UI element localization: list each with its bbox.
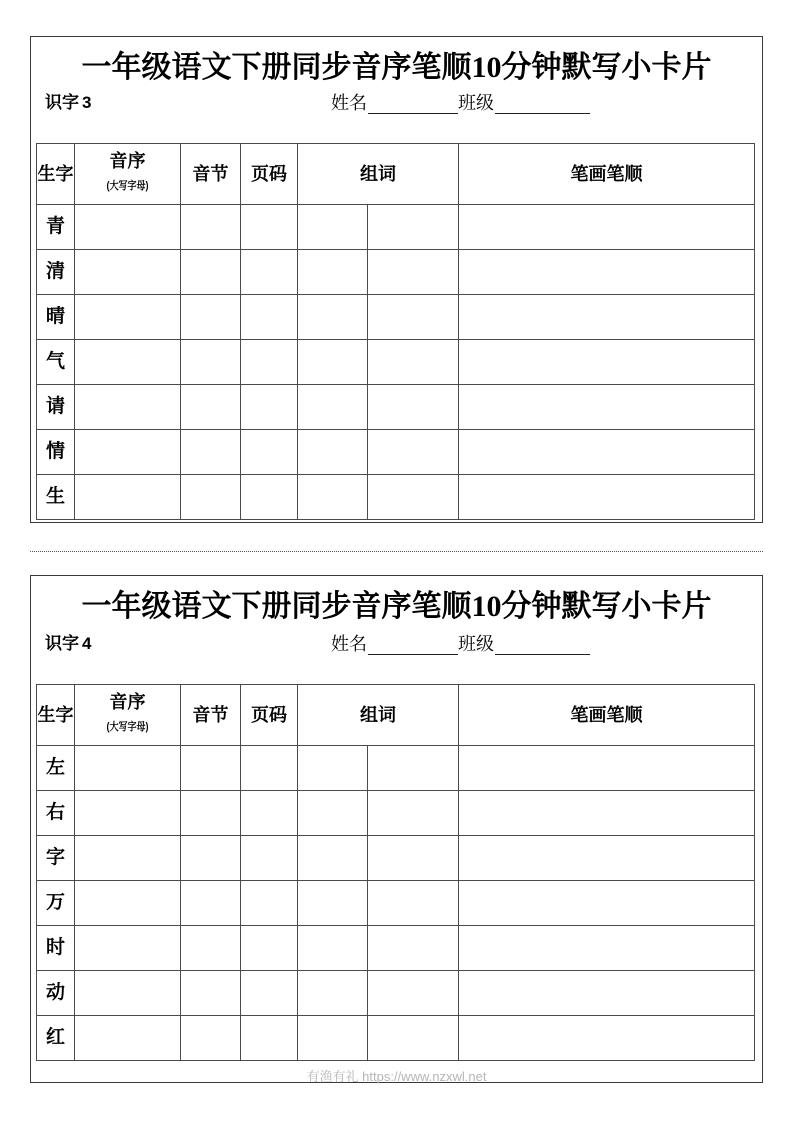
cell-initial[interactable]	[75, 475, 181, 520]
cell-page-number[interactable]	[241, 475, 298, 520]
cell-word-a[interactable]	[298, 295, 368, 340]
cell-initial[interactable]	[75, 836, 181, 881]
cell-word-a[interactable]	[298, 881, 368, 926]
class-label: 班级	[458, 93, 494, 113]
table-row	[37, 385, 755, 430]
cell-strokes[interactable]	[459, 836, 755, 881]
worksheet-card-1	[30, 36, 763, 523]
worksheet-table-1	[36, 143, 755, 520]
worksheet-table-2	[36, 684, 755, 1061]
cell-word-b[interactable]	[368, 340, 459, 385]
name-class-field-1	[331, 90, 590, 116]
cell-syllable[interactable]	[181, 926, 241, 971]
cell-word-b[interactable]	[368, 475, 459, 520]
cell-syllable[interactable]	[181, 340, 241, 385]
header-initial-sub: (大写字母)	[106, 179, 149, 192]
lesson-label-text: 识字	[45, 93, 79, 112]
row-character: 右	[37, 791, 75, 836]
cell-syllable[interactable]	[181, 385, 241, 430]
page-title: 一年级语文下册同步音序笔顺10分钟默写小卡片	[81, 51, 712, 84]
watermark-text: 有渔有礼 https://www.nzxwl.net	[306, 1069, 487, 1084]
cell-strokes[interactable]	[459, 250, 755, 295]
cell-word-b[interactable]	[368, 746, 459, 791]
table-row	[37, 746, 755, 791]
cell-word-b[interactable]	[368, 295, 459, 340]
row-character: 清	[37, 250, 75, 295]
cell-word-a[interactable]	[298, 340, 368, 385]
table-row	[37, 791, 755, 836]
cell-word-a[interactable]	[298, 836, 368, 881]
table-row	[37, 205, 755, 250]
cell-page-number[interactable]	[241, 295, 298, 340]
cell-page-number[interactable]	[241, 926, 298, 971]
cell-syllable[interactable]	[181, 791, 241, 836]
cell-strokes[interactable]	[459, 385, 755, 430]
cell-initial[interactable]	[75, 791, 181, 836]
table-row	[37, 1016, 755, 1061]
header-strokes: 笔画笔顺	[459, 685, 755, 746]
cell-initial[interactable]	[75, 926, 181, 971]
cell-strokes[interactable]	[459, 746, 755, 791]
cell-syllable[interactable]	[181, 881, 241, 926]
worksheet-card-2	[30, 575, 763, 1083]
cell-word-b[interactable]	[368, 881, 459, 926]
meta-row-1	[31, 90, 762, 120]
cell-strokes[interactable]	[459, 295, 755, 340]
cell-page-number[interactable]	[241, 250, 298, 295]
header-words: 组词	[298, 144, 459, 205]
name-label: 姓名	[331, 634, 367, 654]
table-row	[37, 836, 755, 881]
cell-word-b[interactable]	[368, 791, 459, 836]
cell-page-number[interactable]	[241, 971, 298, 1016]
cell-word-b[interactable]	[368, 836, 459, 881]
cell-syllable[interactable]	[181, 971, 241, 1016]
cell-word-b[interactable]	[368, 971, 459, 1016]
cell-page-number[interactable]	[241, 340, 298, 385]
cell-syllable[interactable]	[181, 205, 241, 250]
cell-word-b[interactable]	[368, 250, 459, 295]
header-character: 生字	[37, 685, 75, 746]
cell-word-a[interactable]	[298, 250, 368, 295]
cell-strokes[interactable]	[459, 926, 755, 971]
cell-strokes[interactable]	[459, 205, 755, 250]
cell-word-a[interactable]	[298, 926, 368, 971]
cell-page-number[interactable]	[241, 791, 298, 836]
row-character: 情	[37, 430, 75, 475]
cell-strokes[interactable]	[459, 475, 755, 520]
cell-page-number[interactable]	[241, 1016, 298, 1061]
cell-word-a[interactable]	[298, 1016, 368, 1061]
cell-initial[interactable]	[75, 430, 181, 475]
cell-strokes[interactable]	[459, 1016, 755, 1061]
cell-strokes[interactable]	[459, 791, 755, 836]
lesson-label-1	[45, 90, 91, 116]
cell-syllable[interactable]	[181, 250, 241, 295]
header-initial-sub: (大写字母)	[106, 720, 149, 733]
cell-word-a[interactable]	[298, 205, 368, 250]
cell-word-a[interactable]	[298, 791, 368, 836]
header-syllable: 音节	[181, 685, 241, 746]
name-class-field-2	[331, 631, 590, 657]
cell-page-number[interactable]	[241, 836, 298, 881]
cell-initial[interactable]	[75, 340, 181, 385]
row-character: 万	[37, 881, 75, 926]
cell-syllable[interactable]	[181, 475, 241, 520]
row-character: 红	[37, 1016, 75, 1061]
row-character: 字	[37, 836, 75, 881]
header-initial-main: 音序	[109, 691, 146, 712]
cell-initial[interactable]	[75, 295, 181, 340]
cell-word-b[interactable]	[368, 926, 459, 971]
header-character: 生字	[37, 144, 75, 205]
table-row	[37, 926, 755, 971]
cell-syllable[interactable]	[181, 295, 241, 340]
cell-strokes[interactable]	[459, 340, 755, 385]
cell-word-a[interactable]	[298, 430, 368, 475]
header-initial	[75, 144, 181, 205]
cell-initial[interactable]	[75, 205, 181, 250]
cut-line-divider	[30, 551, 763, 552]
lesson-number: 4	[82, 634, 92, 653]
header-strokes: 笔画笔顺	[459, 144, 755, 205]
class-blank[interactable]	[495, 637, 590, 655]
cell-initial[interactable]	[75, 1016, 181, 1061]
header-initial-main: 音序	[109, 150, 146, 171]
cell-strokes[interactable]	[459, 971, 755, 1016]
cell-word-b[interactable]	[368, 1016, 459, 1061]
table-row	[37, 430, 755, 475]
lesson-label-text: 识字	[45, 634, 79, 653]
cell-initial[interactable]	[75, 746, 181, 791]
table-row	[37, 295, 755, 340]
table-row	[37, 340, 755, 385]
page-title: 一年级语文下册同步音序笔顺10分钟默写小卡片	[81, 590, 712, 623]
header-page-number: 页码	[241, 144, 298, 205]
table-row	[37, 475, 755, 520]
lesson-label-2	[45, 631, 91, 657]
meta-row-2	[31, 631, 762, 661]
header-page-number: 页码	[241, 685, 298, 746]
lesson-number: 3	[82, 93, 92, 112]
header-words: 组词	[298, 685, 459, 746]
cell-syllable[interactable]	[181, 746, 241, 791]
cell-initial[interactable]	[75, 385, 181, 430]
cell-page-number[interactable]	[241, 385, 298, 430]
name-label: 姓名	[331, 93, 367, 113]
table-row	[37, 250, 755, 295]
row-character: 晴	[37, 295, 75, 340]
cell-syllable[interactable]	[181, 836, 241, 881]
class-blank[interactable]	[495, 96, 590, 114]
header-syllable: 音节	[181, 144, 241, 205]
cell-strokes[interactable]	[459, 881, 755, 926]
cell-word-a[interactable]	[298, 475, 368, 520]
cell-page-number[interactable]	[241, 881, 298, 926]
cell-word-a[interactable]	[298, 385, 368, 430]
table-row	[37, 881, 755, 926]
cell-page-number[interactable]	[241, 746, 298, 791]
row-character: 时	[37, 926, 75, 971]
cell-word-a[interactable]	[298, 746, 368, 791]
cell-initial[interactable]	[75, 881, 181, 926]
class-label: 班级	[458, 634, 494, 654]
cell-initial[interactable]	[75, 971, 181, 1016]
cell-syllable[interactable]	[181, 1016, 241, 1061]
cell-word-b[interactable]	[368, 205, 459, 250]
cell-word-b[interactable]	[368, 385, 459, 430]
cell-page-number[interactable]	[241, 205, 298, 250]
cell-word-b[interactable]	[368, 430, 459, 475]
row-character: 气	[37, 340, 75, 385]
table-row	[37, 971, 755, 1016]
cell-syllable[interactable]	[181, 430, 241, 475]
name-blank[interactable]	[368, 96, 458, 114]
cell-initial[interactable]	[75, 250, 181, 295]
table-header-row	[37, 144, 755, 205]
row-character: 青	[37, 205, 75, 250]
name-blank[interactable]	[368, 637, 458, 655]
header-initial	[75, 685, 181, 746]
cell-word-a[interactable]	[298, 971, 368, 1016]
table-header-row	[37, 685, 755, 746]
cell-strokes[interactable]	[459, 430, 755, 475]
row-character: 左	[37, 746, 75, 791]
cell-page-number[interactable]	[241, 430, 298, 475]
row-character: 请	[37, 385, 75, 430]
row-character: 动	[37, 971, 75, 1016]
row-character: 生	[37, 475, 75, 520]
